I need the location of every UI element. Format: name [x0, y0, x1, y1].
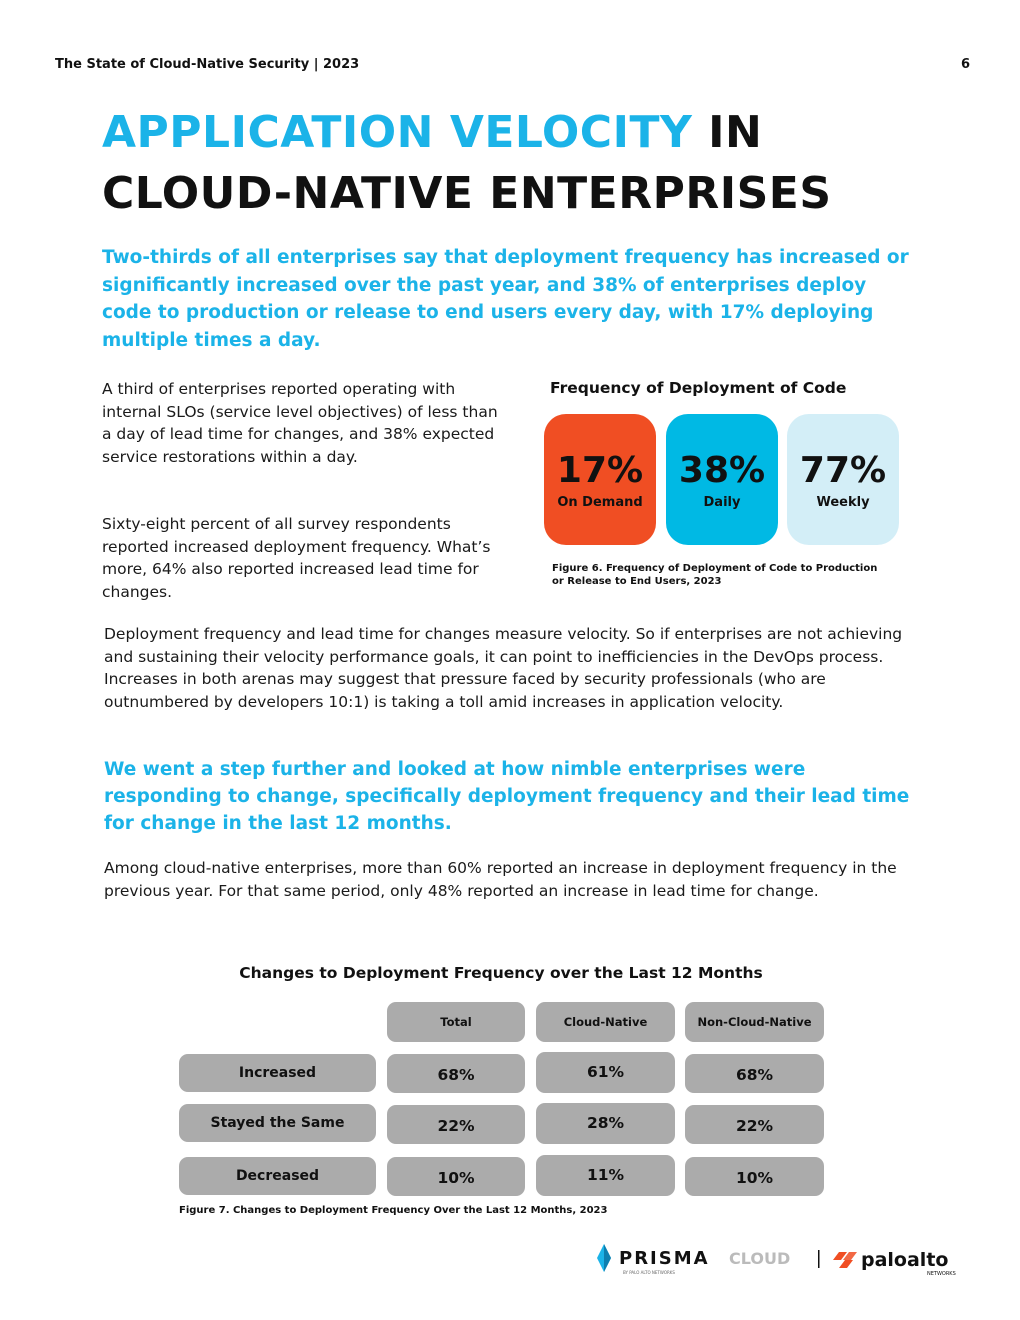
row-label-increased: Increased — [179, 1054, 376, 1092]
networks-wordmark: NETWORKS — [927, 1271, 956, 1276]
table-cell: 10% — [685, 1157, 824, 1196]
prisma-wordmark: PRISMA — [619, 1248, 710, 1269]
paragraph-velocity: Deployment frequency and lead time for changes measure velocity. So if enterprises are not achieving and sustaining their velocity performance goals, it can point to inefficiencies in the DevOps process. Increases in both arenas may suggest that pressure faced by security professionals (who are outnumbered by developers 10:1) is taking a toll amid increases in application velocity. — [104, 625, 903, 711]
figure6-caption-line2: or Release to End Users, 2023 — [552, 576, 722, 587]
stat-label: Weekly — [816, 495, 870, 510]
paloalto-wordmark: paloalto — [861, 1249, 949, 1271]
row-label-stayed-same: Stayed the Same — [179, 1104, 376, 1142]
table-cell: 61% — [536, 1052, 675, 1093]
table-cell: 11% — [536, 1155, 675, 1196]
logo-divider — [818, 1250, 820, 1268]
prisma-tagline: BY PALO ALTO NETWORKS — [623, 1270, 675, 1275]
table-cell: 22% — [387, 1105, 525, 1144]
cloud-wordmark: CLOUD — [729, 1249, 791, 1268]
page-title — [102, 102, 962, 224]
footer-logos — [595, 1244, 975, 1276]
figure6-title: Frequency of Deployment of Code — [550, 379, 847, 397]
title-accent: APPLICATION VELOCITY — [102, 107, 693, 158]
stat-on-demand — [544, 414, 656, 545]
paloalto-logo — [833, 1249, 956, 1276]
row-label-decreased: Decreased — [179, 1157, 376, 1195]
lead-statement: Two-thirds of all enterprises say that deployment frequency has increased or significantly increased over the past year, and 38% of enterprises deploy code to production or release to end users every day, with 17% deploying multiple times a day. — [102, 247, 909, 351]
report-title: The State of Cloud-Native Security | 2023 — [55, 57, 360, 72]
stat-value: 17% — [556, 450, 644, 491]
lead-statement-2: We went a step further and looked at how nimble enterprises were responding to change, specifically deployment frequency and their lead time for change in the last 12 months. — [104, 759, 910, 834]
prisma-cloud-logo — [597, 1244, 790, 1275]
figure6-caption-line1: Figure 6. Frequency of Deployment of Code to Production — [552, 563, 878, 574]
table-cell: 68% — [685, 1054, 824, 1093]
stat-daily — [666, 414, 778, 545]
page-number: 6 — [960, 57, 970, 72]
paragraph-slos: A third of enterprises reported operating with internal SLOs (service level objectives) of less than a day of lead time for changes, and 38% expected service restorations within a day. — [102, 380, 498, 466]
stat-value: 38% — [678, 450, 766, 491]
table-cell: 28% — [536, 1103, 675, 1144]
figure6-caption — [552, 562, 882, 588]
stat-weekly — [787, 414, 899, 545]
table-cell: 22% — [685, 1105, 824, 1144]
title-rest: IN — [692, 107, 763, 158]
title-line2: CLOUD-NATIVE ENTERPRISES — [102, 168, 832, 219]
table-cell: 10% — [387, 1157, 525, 1196]
stat-label: Daily — [703, 495, 741, 510]
figure7-caption: Figure 7. Changes to Deployment Frequency Over the Last 12 Months, 2023 — [179, 1205, 608, 1216]
paragraph-deployment: Sixty-eight percent of all survey respondents reported increased deployment frequency. What’s more, 64% also reported increased lead time for changes. — [102, 515, 491, 601]
column-header-non-cloud-native: Non-Cloud-Native — [685, 1002, 824, 1042]
paragraph-cloud-native: Among cloud-native enterprises, more than 60% reported an increase in deployment frequency in the previous year. For that same period, only 48% reported an increase in lead time for change. — [104, 859, 897, 900]
table-cell: 68% — [387, 1054, 525, 1093]
stat-value: 77% — [799, 450, 887, 491]
figure7-title: Changes to Deployment Frequency over the Last 12 Months — [239, 964, 763, 982]
column-header-cloud-native: Cloud-Native — [536, 1002, 675, 1042]
column-header-total: Total — [387, 1002, 525, 1042]
stat-label: On Demand — [557, 495, 643, 510]
